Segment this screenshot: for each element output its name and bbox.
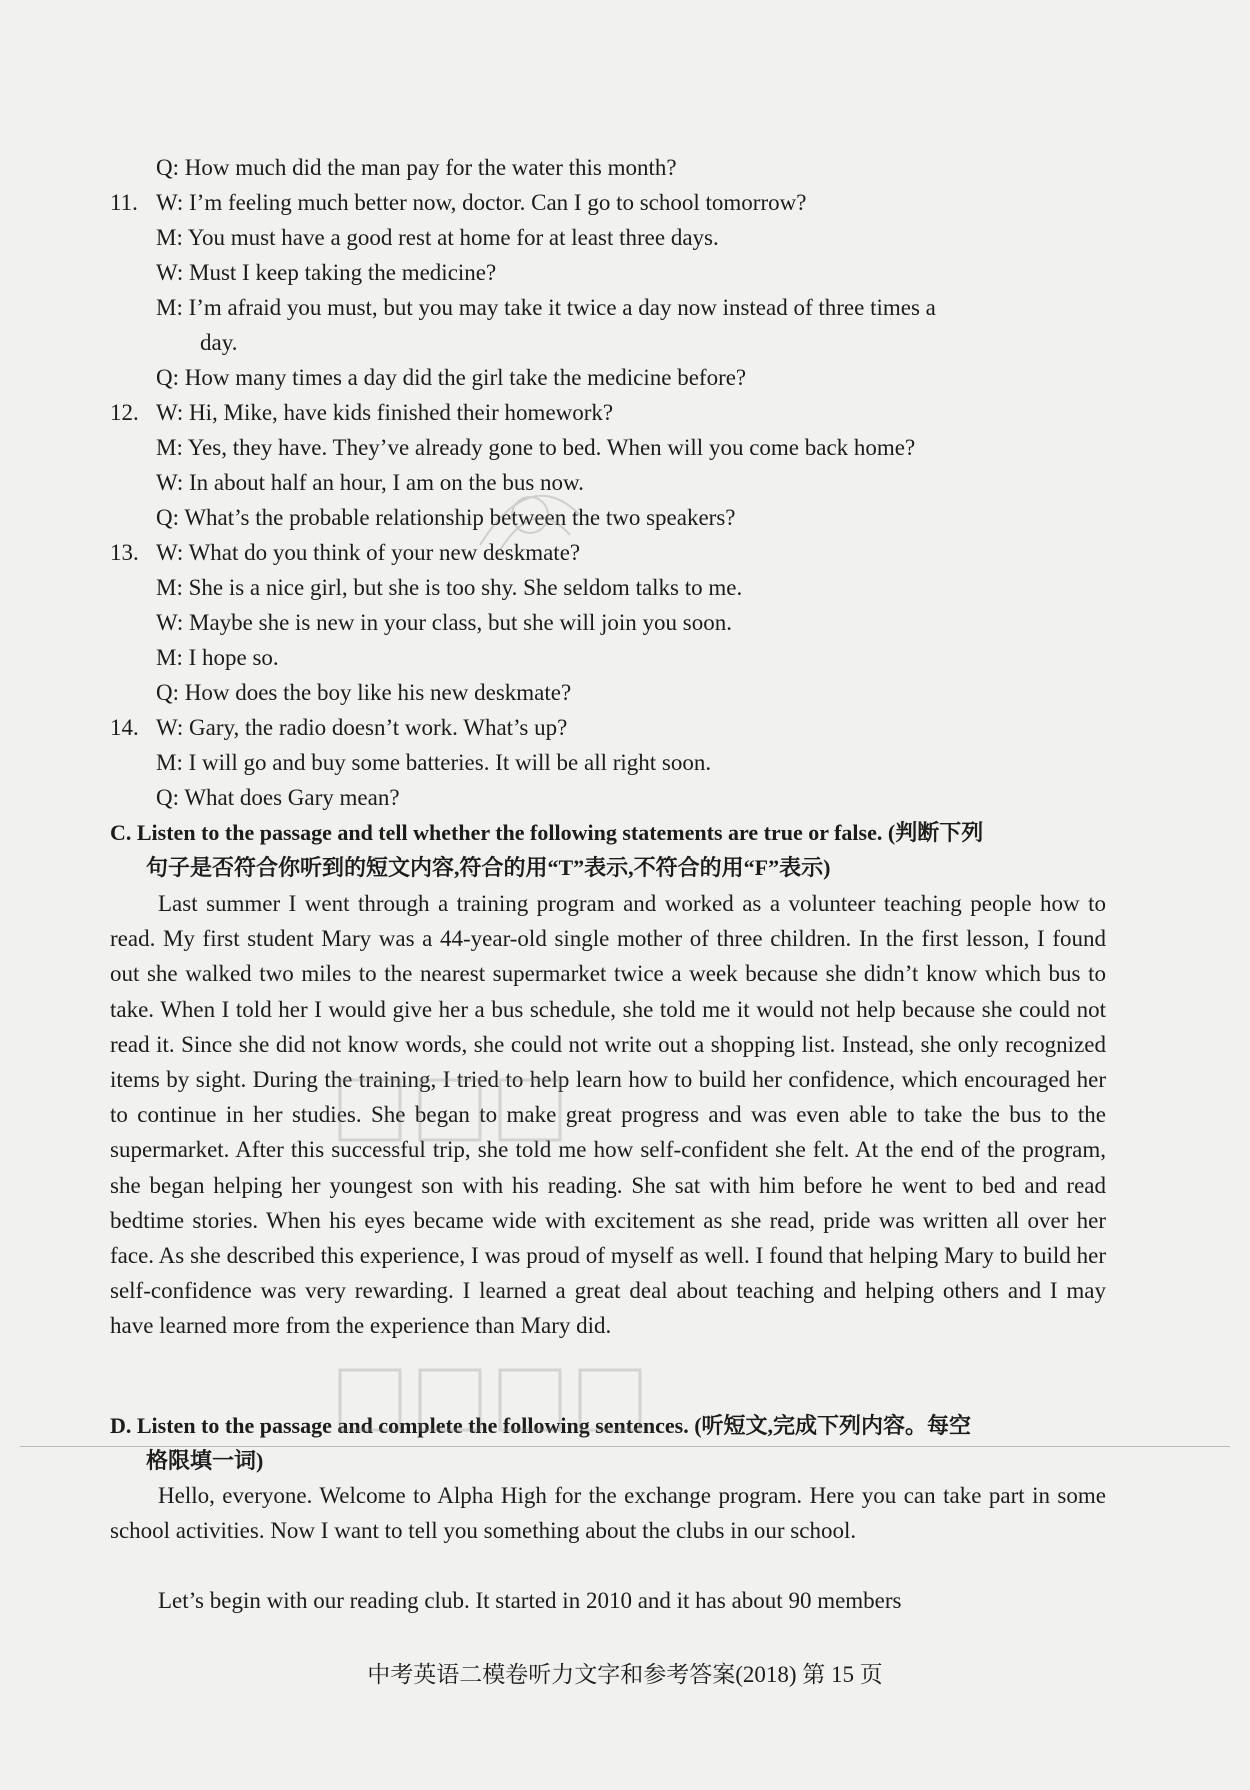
dialogue-13-question: Q: How does the boy like his new deskmate? bbox=[156, 680, 572, 705]
dialogue-11-line: M: You must have a good rest at home for at least three days. bbox=[156, 225, 719, 250]
dialogue-12-line: M: Yes, they have. They’ve already gone to bed. When will you come back home? bbox=[156, 435, 916, 460]
dialogue-13-line: M: I hope so. bbox=[156, 645, 279, 670]
dialogue-13-line: M: She is a nice girl, but she is too shy. She seldom talks to me. bbox=[156, 575, 743, 600]
dialogue-12-question: Q: What’s the probable relationship between the two speakers? bbox=[156, 505, 736, 530]
dialogue-13-line: W: Maybe she is new in your class, but she will join you soon. bbox=[156, 610, 732, 635]
dialogue-14-question: Q: What does Gary mean? bbox=[156, 785, 400, 810]
divider-line bbox=[20, 1446, 1230, 1447]
dialogue-11-question: Q: How many times a day did the girl take the medicine before? bbox=[156, 365, 747, 390]
section-d-paragraph-text: Let’s begin with our reading club. It started in 2010 and it has about 90 members bbox=[158, 1588, 902, 1613]
watermark-stamp bbox=[460, 455, 600, 565]
dialogue-11-number: 11. bbox=[110, 190, 138, 215]
dialogue-14-line: W: Gary, the radio doesn’t work. What’s up? bbox=[156, 715, 568, 740]
dialogue-14-line: M: I will go and buy some batteries. It will be all right soon. bbox=[156, 750, 712, 775]
section-d-title: D. Listen to the passage and complete the following sentences. (听短文,完成下列内容。每空 bbox=[110, 1413, 972, 1438]
page-footer: 中考英语二模卷听力文字和参考答案(2018) 第 15 页 bbox=[367, 1662, 883, 1687]
dialogue-12-line: W: Hi, Mike, have kids finished their homework? bbox=[156, 400, 614, 425]
section-d-title-cont: 格限填一词) bbox=[146, 1448, 264, 1473]
dialogue-13-number: 13. bbox=[110, 540, 139, 565]
dialogue-10-question: Q: How much did the man pay for the water this month? bbox=[156, 155, 677, 180]
dialogue-11-line: W: I’m feeling much better now, doctor. Can I go to school tomorrow? bbox=[156, 190, 807, 215]
section-c-title: C. Listen to the passage and tell whether the following statements are true or false. (判断下列 bbox=[110, 820, 984, 845]
dialogue-11-line: M: I’m afraid you must, but you may take it twice a day now instead of three times a bbox=[156, 295, 936, 320]
watermark-stamp bbox=[330, 1360, 650, 1440]
section-d-paragraph-text: Hello, everyone. Welcome to Alpha High for the exchange program. Here you can take part in some school activities. Now I want to tell you something about the clubs in our school. bbox=[110, 1483, 1106, 1544]
dialogue-14-number: 14. bbox=[110, 715, 139, 740]
section-c-title-cont: 句子是否符合你听到的短文内容,符合的用“T”表示,不符合的用“F”表示) bbox=[146, 855, 831, 880]
dialogue-11-line: W: Must I keep taking the medicine? bbox=[156, 260, 497, 285]
section-d-paragraph bbox=[110, 1478, 1106, 1548]
dialogue-11-line: day. bbox=[200, 330, 238, 355]
dialogue-12-number: 12. bbox=[110, 400, 139, 425]
watermark-stamp bbox=[330, 1070, 630, 1150]
section-c-passage-text: Last summer I went through a training program and worked as a volunteer teaching people how to read. My first student Mary was a 44-year-old single mother of three children. In the first lesson, I found out she walked two miles to the nearest supermarket twice a week because she didn’t know which bus to take. When I told her I would give her a bus schedule, she told me it would not help because she could not read it. Since she did not know words, she could not write out a shopping list. Instead, she only recognized items by sight. During the training, I tried to help learn how to build her confidence, which encouraged her to continue in her studies. She began to make great progress and was even able to take the bus to the supermarket. After this successful trip, she told me how self-confident she felt. At the end of the program, she began helping her youngest son with his reading. She sat with him before he went to bed and read bedtime stories. When his eyes became wide with excitement as she read, pride was written all over her face. As she described this experience, I was proud of myself as well. I found that helping Mary to build her self-confidence was very rewarding. I learned a great deal about teaching and helping others and I may have learned more from the experience than Mary did. bbox=[110, 891, 1106, 1339]
dialogue-13-line: W: What do you think of your new deskmate? bbox=[156, 540, 581, 565]
dialogue-12-line: W: In about half an hour, I am on the bus now. bbox=[156, 470, 584, 495]
section-d-paragraph bbox=[110, 1583, 1106, 1618]
